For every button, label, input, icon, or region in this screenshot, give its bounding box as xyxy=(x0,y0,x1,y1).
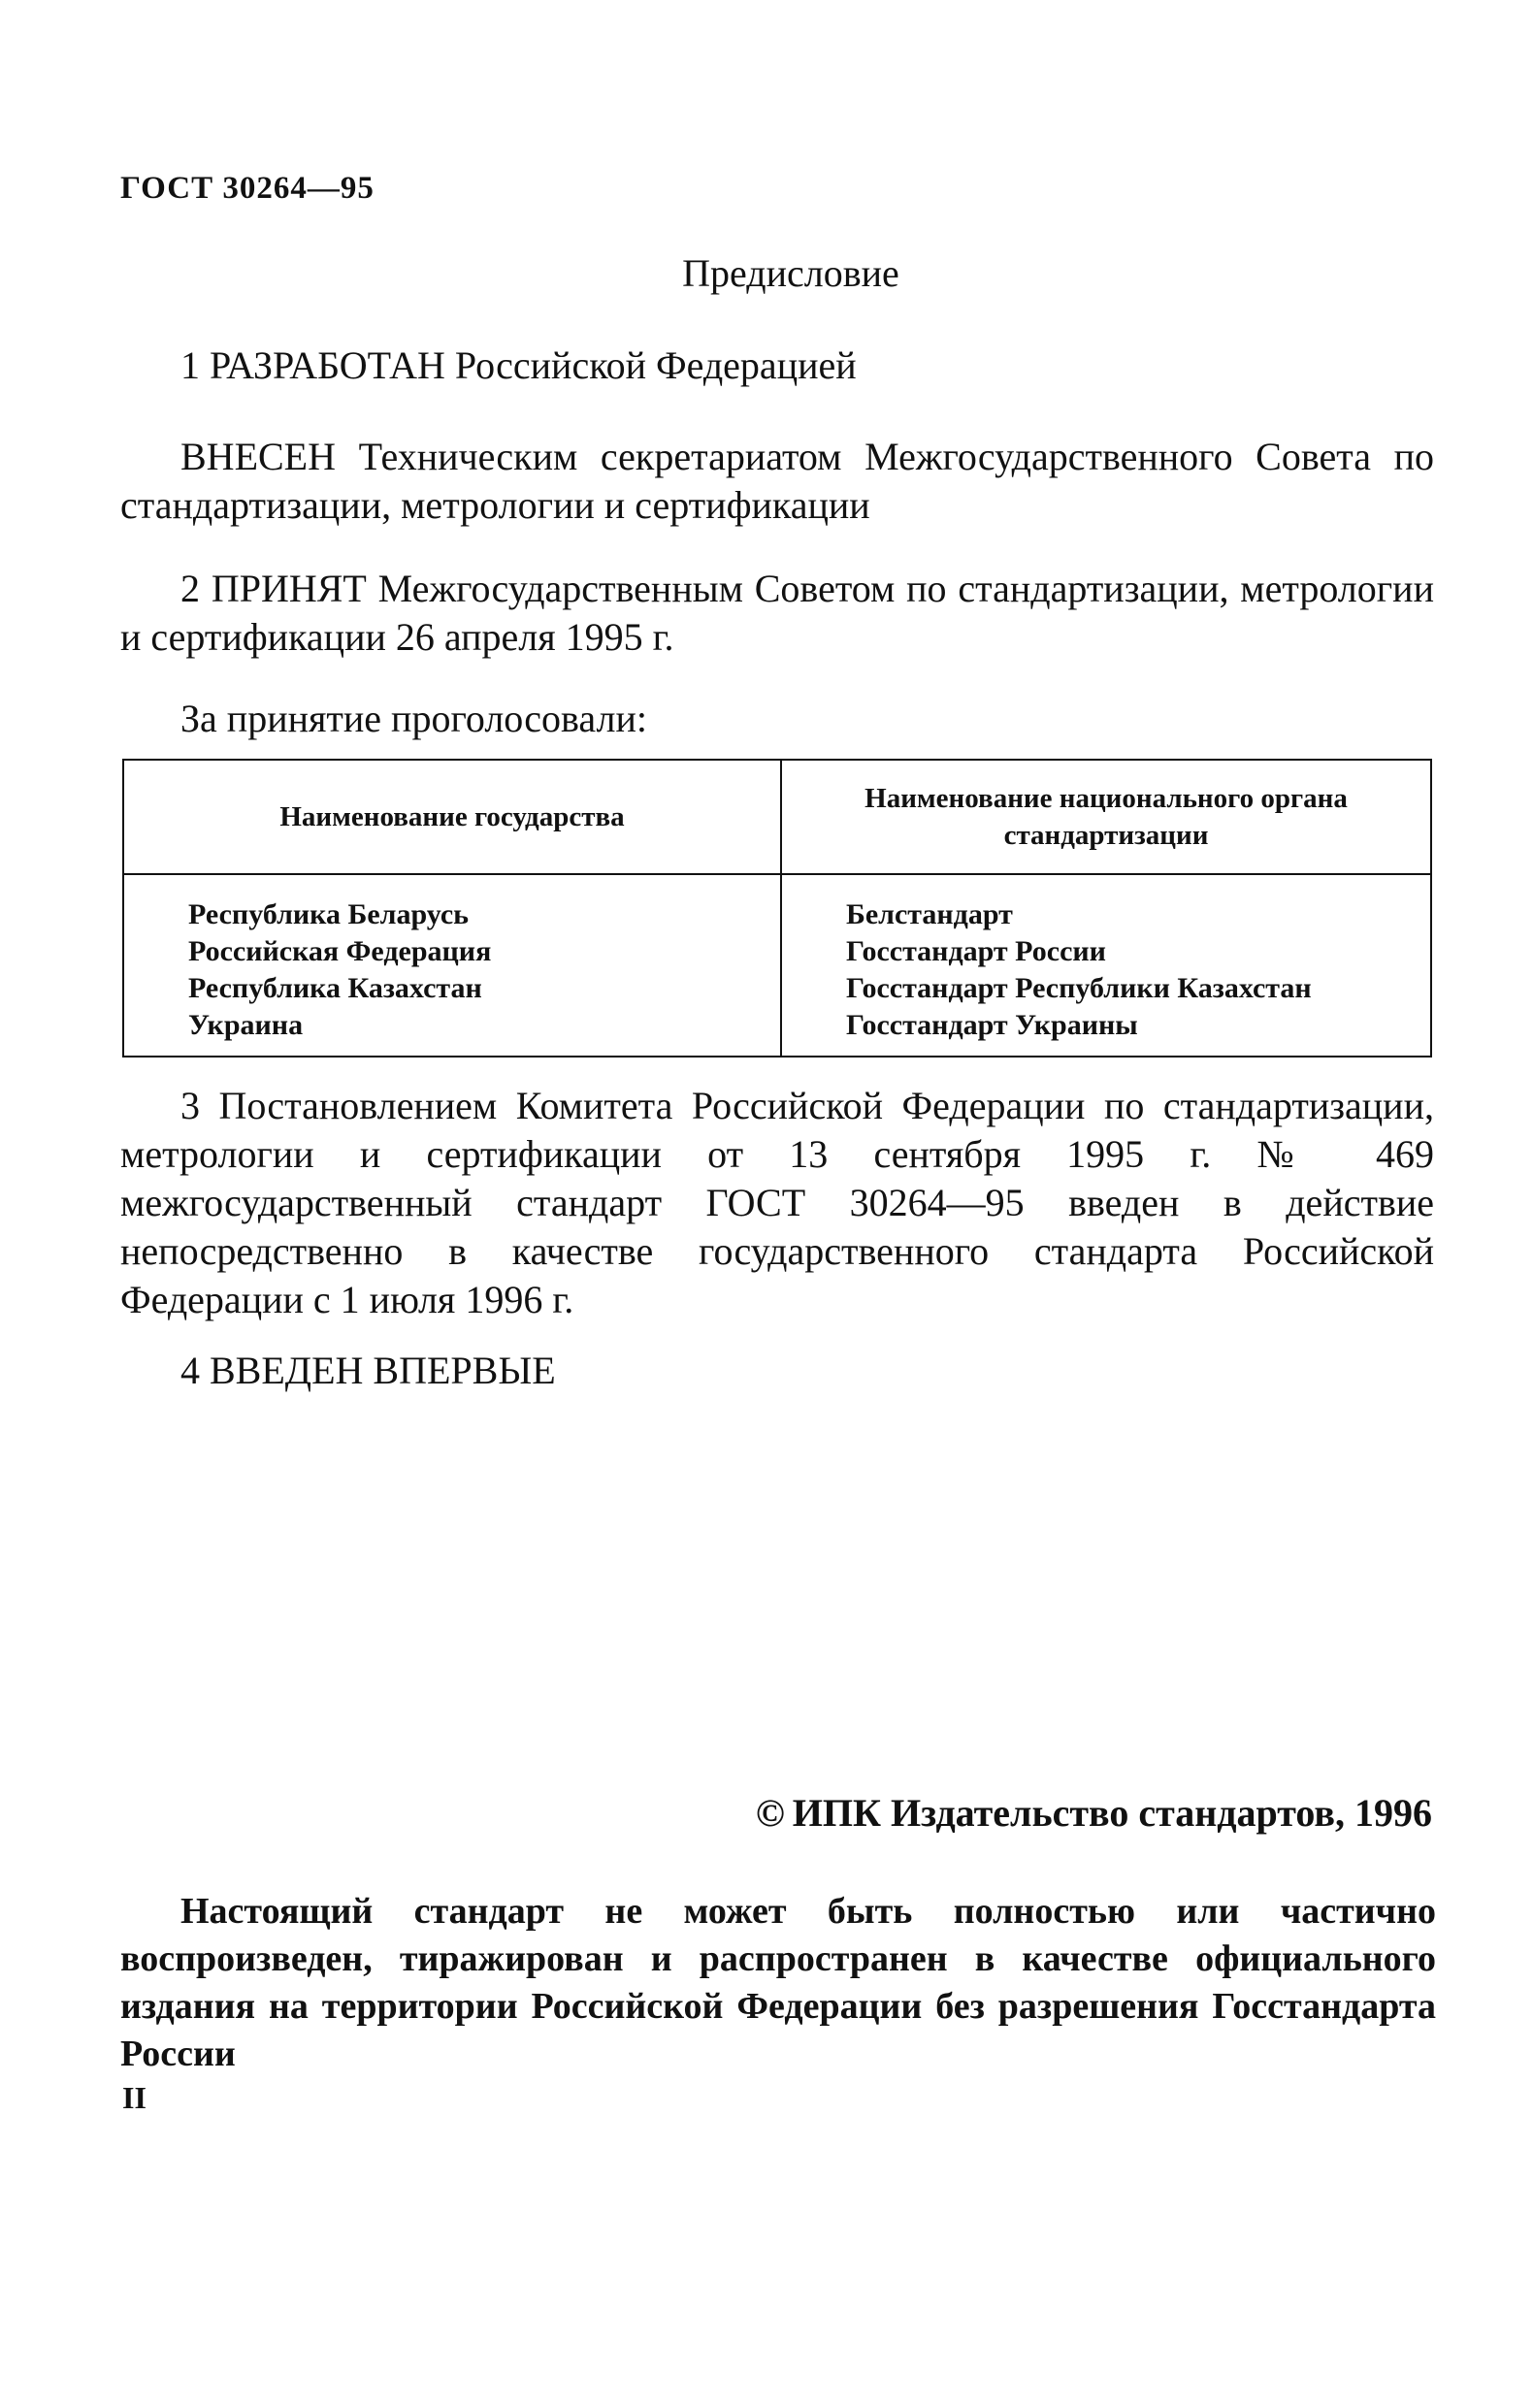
copyright-text: ИПК Издательство стандартов, 1996 xyxy=(792,1791,1432,1835)
paragraph-introduced-text: ВНЕСЕН Техническим секретариатом Межгосударственного Совета по стандартизации, метрологии и сертификации xyxy=(120,435,1434,527)
paragraph-resolution xyxy=(120,1082,1434,1324)
national-body-name: Госстандарт России xyxy=(846,935,1106,967)
paragraph-adopted-text: 2 ПРИНЯТ Межгосударственным Советом по стандартизации, метрологии и сертификации 26 апреля 1995 г. xyxy=(120,567,1434,659)
paragraph-first-introduced-text: 4 ВВЕДЕН ВПЕРВЫЕ xyxy=(180,1349,556,1392)
national-body-name: Госстандарт Украины xyxy=(846,1009,1138,1041)
national-body-list-cell xyxy=(781,874,1431,1057)
header-national-body: Наименование национального органа стандартизации xyxy=(781,760,1431,874)
page-title: Предисловие xyxy=(682,251,899,295)
document-code: ГОСТ 30264—95 xyxy=(120,171,375,206)
header-state: Наименование государства xyxy=(123,760,781,874)
national-body-name: Белстандарт xyxy=(846,898,1013,930)
state-list-cell xyxy=(123,874,781,1057)
paragraph-first-introduced xyxy=(120,1347,1434,1395)
state-name: Российская Федерация xyxy=(188,935,492,967)
state-name: Украина xyxy=(188,1009,304,1041)
national-body-name: Госстандарт Республики Казахстан xyxy=(846,972,1312,1004)
reproduction-notice xyxy=(120,1888,1436,2078)
paragraph-introduced xyxy=(120,433,1434,530)
paragraph-resolution-text: 3 Постановлением Комитета Российской Федерации по стандартизации, метрологии и сертификации от 13 сентября 1995 г. № 469 межгосударственный стандарт ГОСТ 30264—95 введен в действие непосредственно в качестве государственного стандарта Российской Федерации с 1 июля 1996 г. xyxy=(120,1084,1434,1321)
state-name: Республика Беларусь xyxy=(188,898,470,930)
state-name: Республика Казахстан xyxy=(188,972,482,1004)
voting-table-body-row xyxy=(123,874,1431,1057)
paragraph-developed xyxy=(120,342,1434,390)
paragraph-voted xyxy=(120,695,1434,743)
paragraph-developed-text: 1 РАЗРАБОТАН Российской Федерацией xyxy=(180,343,857,387)
voting-table xyxy=(122,759,1432,1058)
copyright-icon: © xyxy=(755,1791,785,1835)
reproduction-notice-text: Настоящий стандарт не может быть полностью или частично воспроизведен, тиражирован и распространен в качестве официального издания на территории Российской Федерации без разрешения Госстандарта России xyxy=(120,1891,1436,2074)
voting-table-header-row xyxy=(123,760,1431,874)
page-number: II xyxy=(122,2080,147,2115)
paragraph-voted-text: За принятие проголосовали: xyxy=(180,697,647,740)
copyright-line xyxy=(756,1790,1432,1836)
paragraph-adopted xyxy=(120,565,1434,662)
